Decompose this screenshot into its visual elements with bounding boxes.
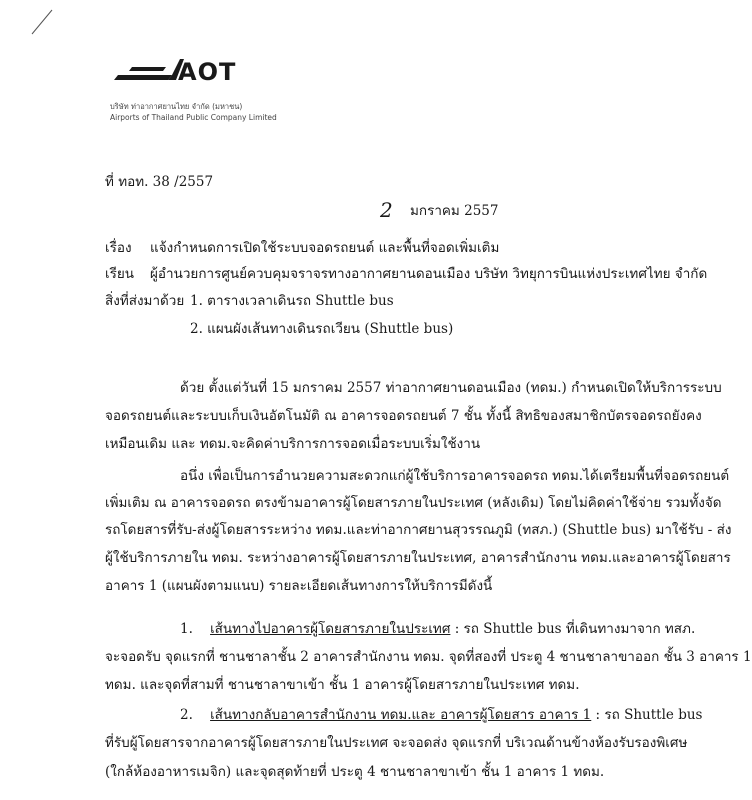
- pen-mark: [30, 8, 54, 36]
- subject-label: เรื่อง: [105, 240, 132, 256]
- body-line: ด้วย ตั้งแต่วันที่ 15 มกราคม 2557 ท่าอากาศยานดอนเมือง (ทดม.) กำหนดเปิดให้บริการระบบ: [180, 380, 722, 396]
- enclosure-item: 2. แผนผังเส้นทางเดินรถเวียน (Shuttle bus): [190, 321, 454, 337]
- company-name-th: บริษัท ท่าอากาศยานไทย จำกัด (มหาชน): [110, 102, 243, 111]
- route-title: เส้นทางกลับอาคารสำนักงาน ทดม.และ อาคารผู้โดยสาร อาคาร 1: [210, 707, 592, 723]
- route-item-2: [180, 709, 702, 723]
- body-line: อนึ่ง เพื่อเป็นการอำนวยความสะดวกแก่ผู้ใช้บริการอาคารจอดรถ ทดม.ได้เตรียมพื้นที่จอดรถยนต์: [180, 468, 730, 484]
- company-name-en: Airports of Thailand Public Company Limited: [110, 113, 277, 122]
- body-line: ทดม. และจุดที่สามที่ ชานชาลาขาเข้า ชั้น 1 อาคารผู้โดยสารภายในประเทศ ทดม.: [105, 677, 580, 693]
- logo-text: AOT: [178, 58, 237, 86]
- body-line: รถโดยสารที่รับ-ส่งผู้โดยสารระหว่าง ทดม.และท่าอากาศยานสุวรรณภูมิ (ทสภ.) (Shuttle bus) มาใช้รับ - ส่ง: [105, 522, 732, 538]
- route-number: 1.: [180, 621, 193, 637]
- route-description: : รถ Shuttle bus: [591, 707, 703, 723]
- body-line: ผู้ใช้บริการภายใน ทดม. ระหว่างอาคารผู้โดยสารภายในประเทศ, อาคารสำนักงาน ทดม.และอาคารผู้โดยสาร: [105, 550, 731, 566]
- body-line: (ใกล้ห้องอาหารเมจิก) และจุดสุดท้ายที่ ประตู 4 ชานชาลาขาเข้า ชั้น 1 อาคาร 1 ทดม.: [105, 764, 605, 780]
- enclosure-item: 1. ตารางเวลาเดินรถ Shuttle bus: [190, 293, 394, 309]
- body-line: เพิ่มเติม ณ อาคารจอดรถ ตรงข้ามอาคารผู้โดยสารภายในประเทศ (หลังเดิม) โดยไม่คิดค่าใช้จ่าย รวมทั้งจัด: [105, 495, 722, 511]
- route-description: : รถ Shuttle bus ที่เดินทางมาจาก ทสภ.: [450, 621, 696, 637]
- route-item-1: [180, 623, 695, 637]
- subject-text: แจ้งกำหนดการเปิดใช้ระบบจอดรถยนต์ และพื้นที่จอดเพิ่มเติม: [150, 240, 500, 256]
- body-line: อาคาร 1 (แผนผังตามแนบ) รายละเอียดเส้นทางการให้บริการมีดังนี้: [105, 578, 493, 594]
- to-text: ผู้อำนวยการศูนย์ควบคุมจราจรทางอากาศยานดอนเมือง บริษัท วิทยุการบินแห่งประเทศไทย จำกัด: [150, 266, 708, 282]
- reference-number: ที่ ทอท. 38 /2557: [105, 174, 214, 190]
- route-title: เส้นทางไปอาคารผู้โดยสารภายในประเทศ: [210, 621, 451, 637]
- body-line: จะจอดรับ จุดแรกที่ ชานชาลาชั้น 2 อาคารสำนักงาน ทดม. จุดที่สองที่ ประตู 4 ชานชาลาขาออก ชั้น 3 อาคาร 1: [105, 649, 752, 665]
- enclosures-label: สิ่งที่ส่งมาด้วย: [105, 293, 185, 309]
- body-line: เหมือนเดิม และ ทดม.จะคิดค่าบริการการจอดเมื่อระบบเริ่มใช้งาน: [105, 436, 481, 452]
- route-number: 2.: [180, 707, 193, 723]
- to-label: เรียน: [105, 266, 135, 282]
- body-line: ที่รับผู้โดยสารจากอาคารผู้โดยสารภายในประเทศ จะจอดส่ง จุดแรกที่ บริเวณด้านข้างห้องรับรองพิเศษ: [105, 735, 688, 751]
- letter-date: มกราคม 2557: [410, 203, 499, 219]
- date-day-handwritten: 2: [380, 198, 393, 222]
- body-line: จอดรถยนต์และระบบเก็บเงินอัตโนมัติ ณ อาคารจอดรถยนต์ 7 ชั้น ทั้งนี้ สิทธิของสมาชิกบัตรจอดรถยังคง: [105, 408, 702, 424]
